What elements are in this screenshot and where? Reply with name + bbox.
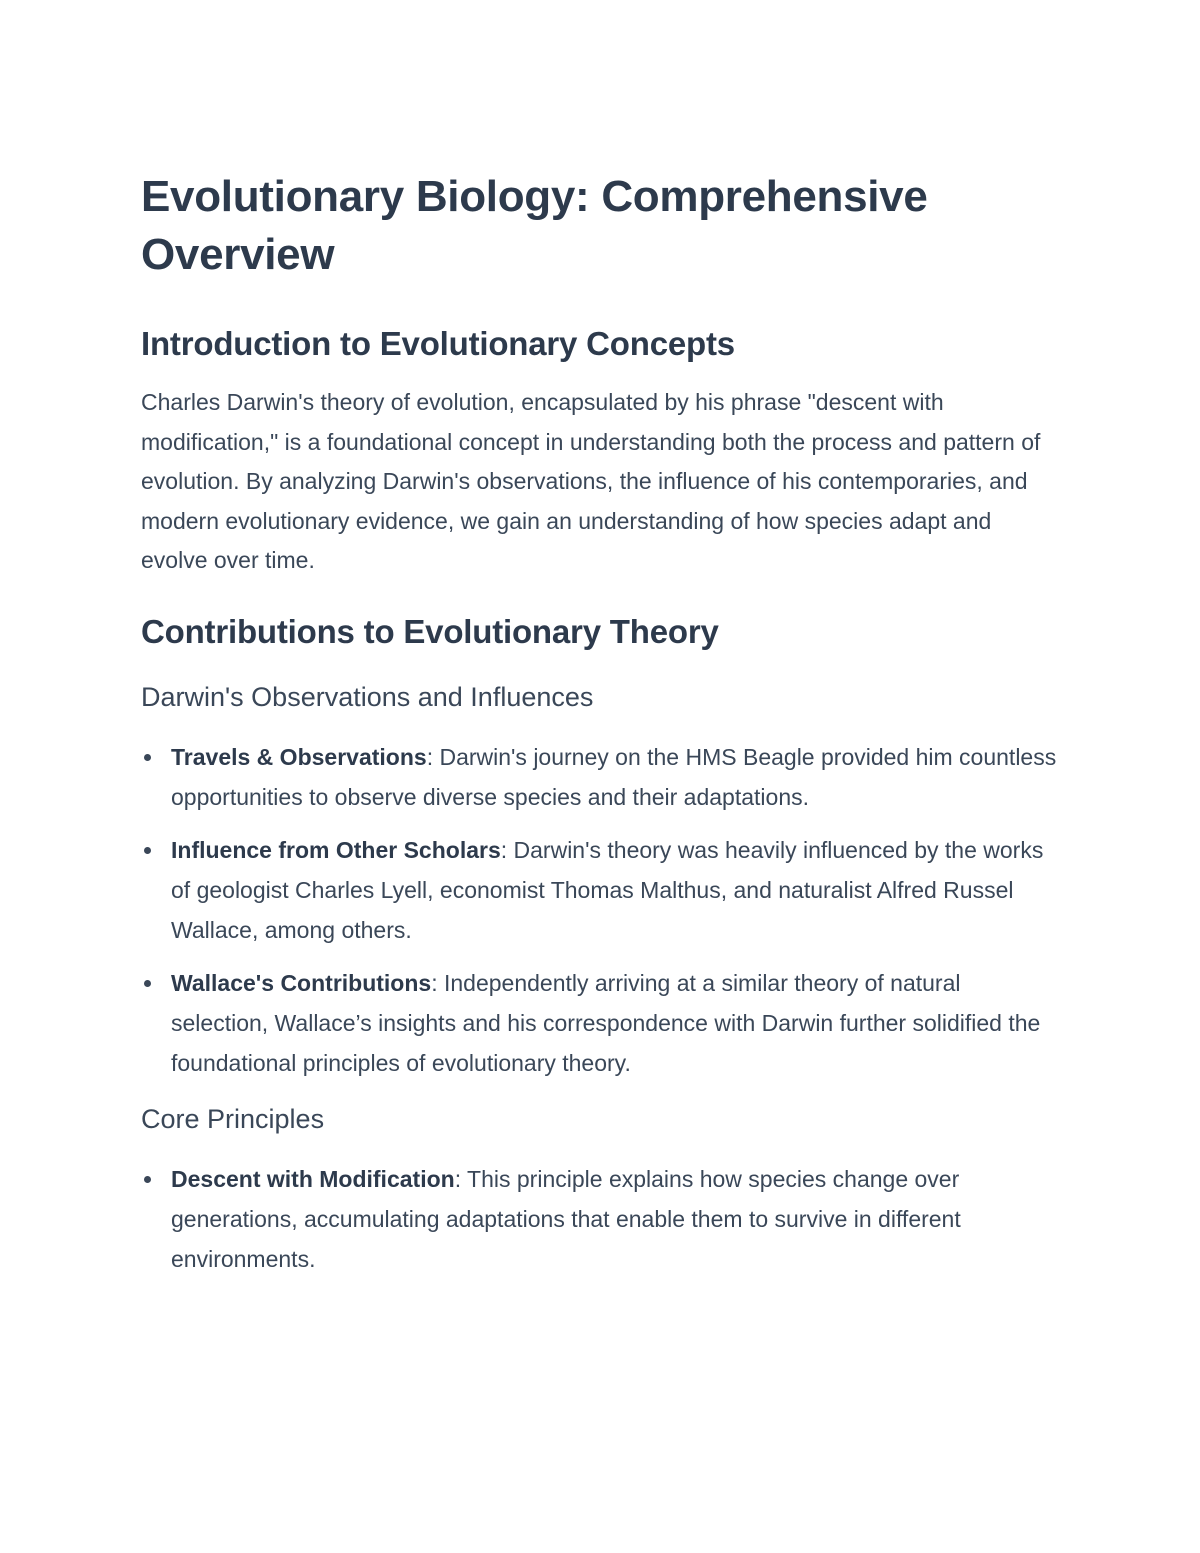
list-item-text: : Darwin's theory was heavily influenced by the works of geologist Charles Lyell, economist Thomas Malthus, and naturalist Alfred Russel Wallace, among others. bbox=[171, 836, 1044, 943]
list-item-term: Travels & Observations bbox=[171, 743, 427, 770]
bullet-icon bbox=[144, 1176, 151, 1183]
introduction-paragraph: Charles Darwin's theory of evolution, encapsulated by his phrase "descent with modification," is a foundational concept in understanding both the process and pattern of evolution. By analyzing Darwin's observations, the influence of his contemporaries, and modern evolutionary evidence, we gain an understanding of how species adapt and evolve over time. bbox=[141, 389, 1041, 573]
list-item-text: : Independently arriving at a similar theory of natural selection, Wallace’s insights and his correspondence with Darwin further solidified the foundational principles of evolutionary theory. bbox=[171, 969, 1041, 1076]
bullet-icon bbox=[144, 847, 151, 854]
list-item bbox=[141, 963, 1061, 1083]
bullet-icon bbox=[144, 980, 151, 987]
subsection-heading-core-principles: Core Principles bbox=[141, 1103, 325, 1134]
observations-list bbox=[141, 737, 1061, 1083]
list-item-term: Wallace's Contributions bbox=[171, 969, 432, 996]
list-item-text: : This principle explains how species change over generations, accumulating adaptations that enable them to survive in different environments. bbox=[171, 1165, 961, 1272]
document-title: Evolutionary Biology: Comprehensive Overview bbox=[141, 172, 928, 279]
core-principles-list bbox=[141, 1159, 1061, 1279]
list-item-term: Influence from Other Scholars bbox=[171, 836, 501, 863]
subsection-heading-observations: Darwin's Observations and Influences bbox=[141, 681, 594, 712]
list-item-text: : Darwin's journey on the HMS Beagle provided him countless opportunities to observe diverse species and their adaptations. bbox=[171, 743, 1057, 810]
list-item bbox=[141, 737, 1061, 817]
section-heading-introduction: Introduction to Evolutionary Concepts bbox=[141, 325, 735, 362]
document-page bbox=[141, 168, 1061, 1279]
bullet-icon bbox=[144, 754, 151, 761]
list-item-term: Descent with Modification bbox=[171, 1165, 455, 1192]
list-item bbox=[141, 1159, 1061, 1279]
list-item bbox=[141, 830, 1061, 950]
section-heading-contributions: Contributions to Evolutionary Theory bbox=[141, 612, 719, 650]
